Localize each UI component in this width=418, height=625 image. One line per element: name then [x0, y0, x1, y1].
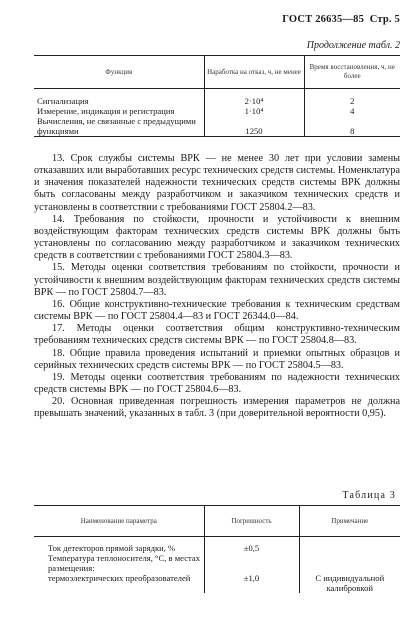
paragraph: 15. Методы оценки соответствия требованиям по стойкости, прочности и устойчивости к внешним воздействующим факторам технических средств системы ВРК — по ГОСТ 25804.7—83.	[34, 262, 400, 298]
table-cell: Измерение, индикация и регистрация	[37, 106, 175, 116]
paragraph: 17. Методы оценки соответствия общим конструктивно-техническим требованиям технических средств системы ВРК — по ГОСТ 25804.8—83.	[34, 323, 400, 347]
page-header	[282, 14, 400, 25]
table-cell: 2	[304, 95, 400, 106]
page-number: Стр. 5	[369, 14, 400, 25]
column-header: Наработка на отказ, ч, не менее	[204, 56, 304, 89]
table-row	[34, 116, 400, 137]
table-cell	[204, 553, 299, 573]
table-cell: ±0,5	[204, 543, 299, 553]
reliability-table	[34, 55, 400, 137]
table-cell: 4	[304, 106, 400, 116]
table-row	[34, 553, 400, 573]
table-cell: 2·10⁴	[204, 95, 304, 106]
column-header: Примечание	[299, 506, 400, 537]
table-caption: Таблица 3	[342, 490, 396, 501]
measurement-error-table	[34, 505, 400, 593]
table-header-row	[34, 506, 400, 537]
paragraph: 18. Общие правила проведения испытаний и приемки опытных образцов и серийных технических средств системы ВРК — по ГОСТ 25804.5—83.	[34, 347, 400, 371]
table-cell: Ток детекторов прямой зарядки, %	[48, 543, 176, 553]
table-header-row	[34, 56, 400, 89]
paragraph: 19. Методы оценки соответствия требованиям по надежности технических средств системы ВРК — по ГОСТ 25804.6—83.	[34, 371, 400, 395]
column-header: Наименование параметра	[34, 506, 204, 537]
paragraph: 14. Требования по стойкости, прочности и устойчивости к внешним воздействующим факторам технических средств системы ВРК должны быть установлены по согласованию между разработчиком и заказчиком технических средств в соответствии с требованиями ГОСТ 25804.3—83.	[34, 213, 400, 262]
paragraph: 13. Срок службы системы ВРК — не менее 30 лет при условии замены отказавших или выработавших ресурс технических средств системы. Номенклатура и значения показателей надежности технических средств системы ВРК должны быть согласованы между разработчиком и заказчиком технических средств и установлены в соответствии с требованиями ГОСТ 25804.2—83.	[34, 153, 400, 213]
table-row	[34, 543, 400, 553]
body-text	[34, 153, 400, 420]
paragraph: 20. Основная приведенная погрешность измерения параметров не должна превышать значений, указанных в табл. 3 (при доверительной вероятности 0,95).	[34, 396, 400, 420]
paragraph: 16. Общие конструктивно-технические требования к техническим средствам системы ВРК — по ГОСТ 25804.4—83 и ГОСТ 26344.0—84.	[34, 298, 400, 323]
column-header: Время восстановления, ч, не более	[304, 56, 400, 89]
column-header: Погрешность	[204, 506, 299, 537]
table-cell: 1250	[204, 116, 304, 137]
table-cell: Вычисления, не связанные с предыдущими функциями	[34, 116, 204, 137]
table-cell: 1·10⁴	[204, 106, 304, 116]
table-cell: ±1,0	[204, 573, 299, 593]
table-cell: термоэлектрических преобразователей	[48, 573, 191, 583]
table-cell: С индивидуальной калибровкой	[299, 573, 400, 593]
table-cell: Температура теплоносителя, °С, в местах размещения:	[48, 553, 200, 573]
table-continuation-label: Продолжение табл. 2	[306, 40, 400, 51]
column-header: Функция	[34, 56, 204, 89]
table-cell	[299, 553, 400, 573]
table-row	[34, 95, 400, 106]
table-row	[34, 573, 400, 593]
table-row	[34, 106, 400, 116]
table-cell: 8	[304, 116, 400, 137]
table-cell	[299, 543, 400, 553]
table-cell: Сигнализация	[37, 96, 89, 106]
standard-number: ГОСТ 26635—85	[282, 14, 365, 25]
